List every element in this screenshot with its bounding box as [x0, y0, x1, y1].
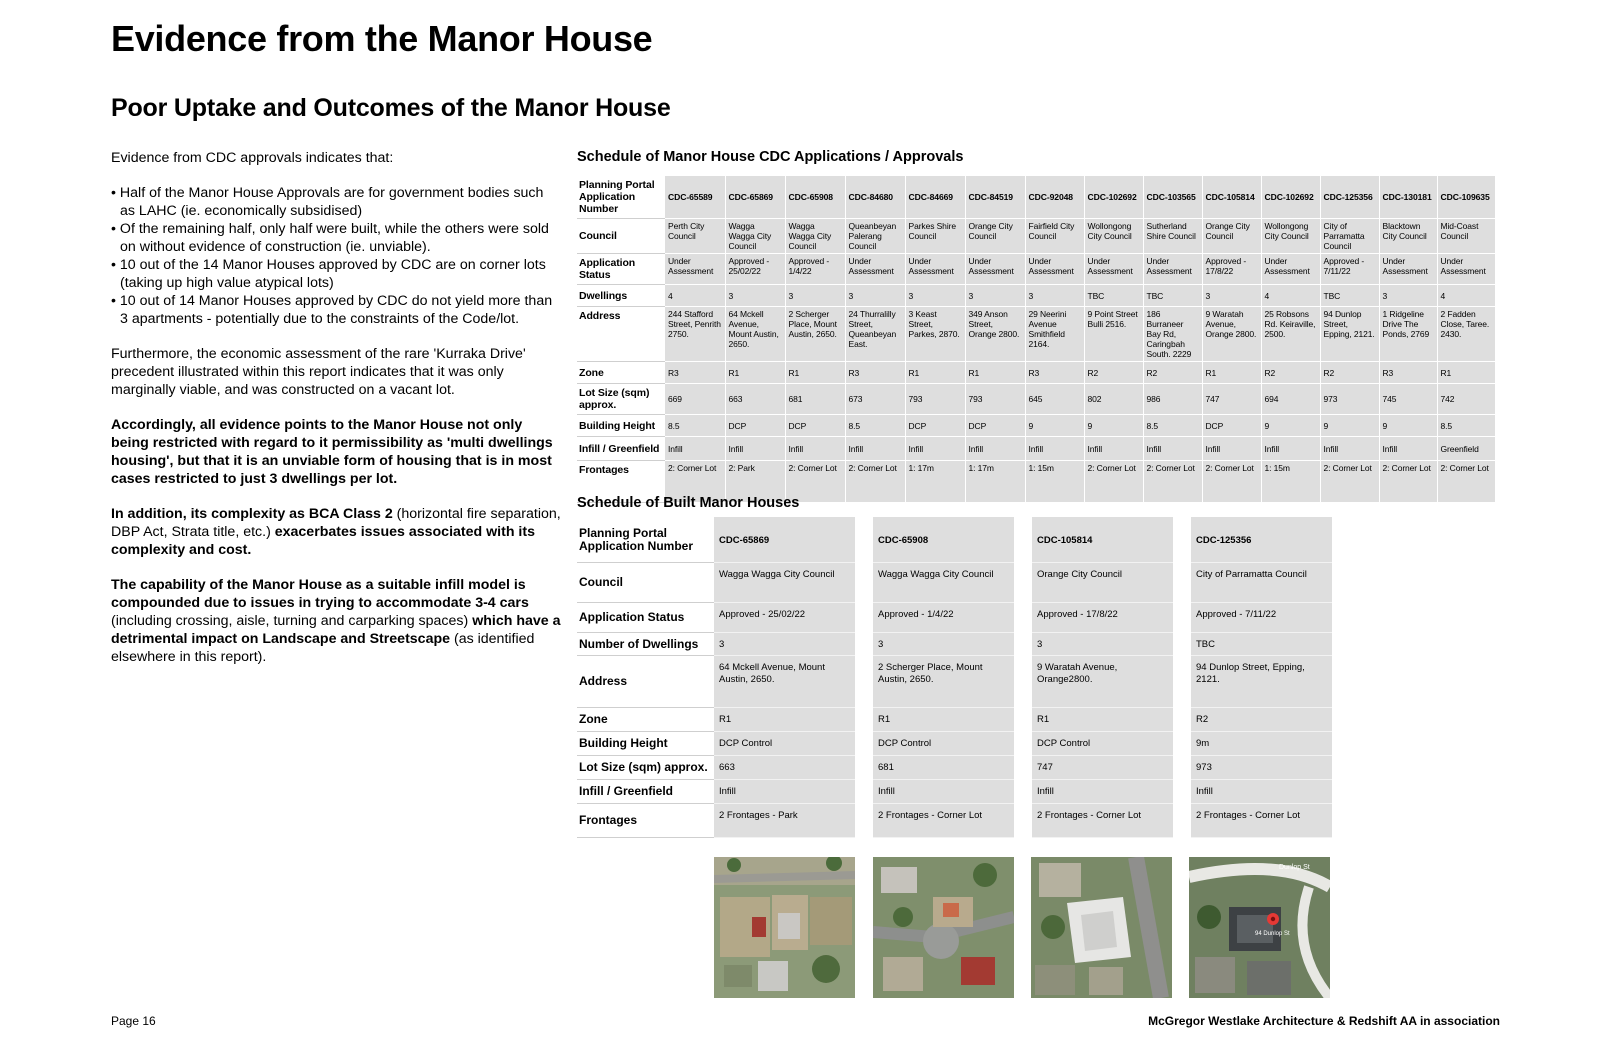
paragraph-furthermore: Furthermore, the economic assessment of the rare 'Kurraka Drive' precedent illustrated within this report indicates that it was only marginally viable, and was constructed on a vacant lot.: [111, 346, 526, 398]
table-cell: Infill: [785, 437, 845, 461]
column-gap: [1173, 603, 1191, 633]
column-gap: [855, 756, 873, 780]
row-label: Number of Dwellings: [577, 633, 714, 656]
column-gap: [855, 656, 873, 708]
row-label: Application Status: [577, 603, 714, 633]
table-cell: CDC-109635: [1437, 176, 1495, 219]
table-cell: 793: [965, 384, 1025, 415]
table-row: [577, 362, 1495, 384]
table-cell: Infill: [725, 437, 785, 461]
applications-table: [577, 176, 1496, 503]
table-cell: 3: [845, 285, 905, 307]
table-cell: 747: [1202, 384, 1261, 415]
table-cell: CDC-105814: [1032, 517, 1173, 563]
paragraph-capability: [111, 576, 561, 666]
column-gap: [1014, 756, 1032, 780]
table-cell: 94 Dunlop Street, Epping, 2121.: [1320, 307, 1379, 362]
table-cell: DCP: [785, 415, 845, 437]
table-cell: TBC: [1320, 285, 1379, 307]
table-cell: 9: [1320, 415, 1379, 437]
column-gap: [1014, 708, 1032, 732]
table-cell: DCP Control: [1032, 732, 1173, 756]
row-label: Building Height: [577, 415, 665, 437]
column-gap: [1014, 517, 1032, 563]
table-cell: City of Parramatta Council: [1320, 219, 1379, 254]
table-cell: CDC-84519: [965, 176, 1025, 219]
table-cell: DCP: [965, 415, 1025, 437]
table-cell: 29 Neerini Avenue Smithfield 2164.: [1025, 307, 1084, 362]
table-cell: R1: [965, 362, 1025, 384]
table-cell: Under Assessment: [965, 254, 1025, 285]
table-cell: 2: Corner Lot: [1320, 461, 1379, 503]
table-row: [577, 415, 1495, 437]
table-cell: Approved - 17/8/22: [1032, 603, 1173, 633]
table-cell: Wagga Wagga City Council: [725, 219, 785, 254]
column-gap: [1173, 780, 1191, 804]
table-cell: R3: [1025, 362, 1084, 384]
table-cell: Perth City Council: [665, 219, 725, 254]
table-cell: Infill: [1320, 437, 1379, 461]
aerial-photo-dunlop-street: [1189, 857, 1330, 998]
table-cell: Under Assessment: [1261, 254, 1320, 285]
table-cell: 2: Corner Lot: [665, 461, 725, 503]
table-cell: 2: Corner Lot: [1202, 461, 1261, 503]
column-gap: [855, 563, 873, 603]
table-row: [577, 756, 1332, 780]
table-cell: TBC: [1143, 285, 1202, 307]
list-item: • 10 out of 14 Manor Houses approved by CDC do not yield more than 3 apartments - potentially due to the constraints of the Code/lot.: [111, 292, 561, 328]
table-cell: 25 Robsons Rd. Keiraville, 2500.: [1261, 307, 1320, 362]
row-label: Zone: [577, 362, 665, 384]
table-cell: 681: [785, 384, 845, 415]
column-gap: [855, 633, 873, 656]
table-cell: Infill: [1025, 437, 1084, 461]
table-cell: CDC-84680: [845, 176, 905, 219]
intro-text: Evidence from CDC approvals indicates that:: [111, 150, 394, 166]
table-cell: 1: 15m: [1025, 461, 1084, 503]
table-cell: Under Assessment: [1437, 254, 1495, 285]
table-cell: Under Assessment: [665, 254, 725, 285]
table-cell: 1: 17m: [905, 461, 965, 503]
table-cell: 745: [1379, 384, 1437, 415]
table-cell: Infill: [665, 437, 725, 461]
table-cell: TBC: [1084, 285, 1143, 307]
table-cell: 2 Frontages - Park: [714, 804, 855, 838]
table-cell: 2 Frontages - Corner Lot: [873, 804, 1014, 838]
table-cell: CDC-65589: [665, 176, 725, 219]
column-gap: [855, 780, 873, 804]
table-cell: 9m: [1191, 732, 1332, 756]
table-cell: 645: [1025, 384, 1084, 415]
table-cell: Under Assessment: [1084, 254, 1143, 285]
map-image: [1189, 857, 1330, 998]
table-row: [577, 708, 1332, 732]
table-cell: CDC-102692: [1084, 176, 1143, 219]
table-cell: Infill: [714, 780, 855, 804]
table-cell: 747: [1032, 756, 1173, 780]
table-row: [577, 656, 1332, 708]
table-row: [577, 384, 1495, 415]
table-cell: DCP: [1202, 415, 1261, 437]
table-cell: 3 Keast Street, Parkes, 2870.: [905, 307, 965, 362]
row-label: Council: [577, 219, 665, 254]
column-gap: [855, 708, 873, 732]
table-cell: Greenfield: [1437, 437, 1495, 461]
column-gap: [1014, 732, 1032, 756]
table-row: [577, 804, 1332, 838]
table-row: [577, 780, 1332, 804]
table-cell: Under Assessment: [1025, 254, 1084, 285]
table-cell: Sutherland Shire Council: [1143, 219, 1202, 254]
footer-credit: McGregor Westlake Architecture & Redshift AA in association: [1148, 1014, 1500, 1028]
column-gap: [1173, 708, 1191, 732]
table-cell: Fairfield City Council: [1025, 219, 1084, 254]
table-cell: 3: [873, 633, 1014, 656]
table-cell: Infill: [1379, 437, 1437, 461]
row-label: Dwellings: [577, 285, 665, 307]
table-cell: Infill: [905, 437, 965, 461]
capability-text: (including crossing, aisle, turning and carparking spaces): [111, 613, 473, 629]
table-cell: Under Assessment: [905, 254, 965, 285]
table-cell: CDC-84669: [905, 176, 965, 219]
table-cell: 9 Waratah Avenue, Orange 2800.: [1202, 307, 1261, 362]
table-cell: R2: [1320, 362, 1379, 384]
table-cell: CDC-65908: [785, 176, 845, 219]
row-label: Planning Portal Application Number: [577, 176, 665, 219]
table-cell: 8.5: [1437, 415, 1495, 437]
table-cell: R1: [905, 362, 965, 384]
table-cell: 986: [1143, 384, 1202, 415]
paragraph-bca: [111, 505, 561, 559]
row-label: Building Height: [577, 732, 714, 756]
left-column-text: [111, 149, 561, 683]
table-cell: DCP: [725, 415, 785, 437]
table-cell: CDC-105814: [1202, 176, 1261, 219]
list-item: • Of the remaining half, only half were built, while the others were sold on without evidence of construction (ie. unviable).: [111, 220, 561, 256]
table-cell: Queanbeyan Palerang Council: [845, 219, 905, 254]
table-cell: 4: [1261, 285, 1320, 307]
table-cell: 8.5: [665, 415, 725, 437]
table-cell: 3: [905, 285, 965, 307]
table-cell: 9 Point Street Bulli 2516.: [1084, 307, 1143, 362]
list-item: • Half of the Manor House Approvals are for government bodies such as LAHC (ie. economically subsidised): [111, 184, 561, 220]
column-gap: [855, 603, 873, 633]
table-cell: 9: [1379, 415, 1437, 437]
table-cell: 9: [1261, 415, 1320, 437]
table-cell: Infill: [1143, 437, 1202, 461]
table-cell: 2 Fadden Close, Taree. 2430.: [1437, 307, 1495, 362]
paragraph-accordingly: Accordingly, all evidence points to the Manor House not only being restricted with regard to it permissibility as 'multi dwellings housing', but that it is an unviable form of housing that is in most cases restricted to just 3 dwellings per lot.: [111, 417, 553, 487]
evidence-list: [111, 184, 561, 328]
table-cell: 742: [1437, 384, 1495, 415]
column-gap: [1173, 756, 1191, 780]
table-cell: CDC-65869: [725, 176, 785, 219]
table-cell: R1: [1437, 362, 1495, 384]
table-cell: 1: 17m: [965, 461, 1025, 503]
table-cell: 64 Mckell Avenue, Mount Austin, 2650.: [714, 656, 855, 708]
table-cell: 94 Dunlop Street, Epping, 2121.: [1191, 656, 1332, 708]
table-cell: CDC-102692: [1261, 176, 1320, 219]
table-cell: 349 Anson Street, Orange 2800.: [965, 307, 1025, 362]
table-cell: 2: Corner Lot: [785, 461, 845, 503]
column-gap: [1014, 656, 1032, 708]
table-cell: CDC-65869: [714, 517, 855, 563]
page-title: Evidence from the Manor House: [111, 18, 653, 59]
table-cell: Approved - 1/4/22: [873, 603, 1014, 633]
row-label: Planning Portal Application Number: [577, 517, 714, 563]
capability-text: (as identified elsewhere in this report).: [111, 631, 535, 665]
column-gap: [1173, 804, 1191, 838]
table-cell: R3: [665, 362, 725, 384]
table-cell: 2: Corner Lot: [845, 461, 905, 503]
table-cell: 4: [665, 285, 725, 307]
table-cell: Orange City Council: [1202, 219, 1261, 254]
table-cell: Blacktown City Council: [1379, 219, 1437, 254]
table-cell: 3: [714, 633, 855, 656]
table-cell: 2: Corner Lot: [1143, 461, 1202, 503]
row-label: Address: [577, 656, 714, 708]
column-gap: [855, 804, 873, 838]
table-cell: 681: [873, 756, 1014, 780]
row-label: Application Status: [577, 254, 665, 285]
aerial-image: [873, 857, 1014, 998]
table-cell: TBC: [1191, 633, 1332, 656]
table-cell: 9: [1025, 415, 1084, 437]
table-cell: R2: [1261, 362, 1320, 384]
column-gap: [1014, 804, 1032, 838]
table-cell: 9: [1084, 415, 1143, 437]
table-cell: 973: [1320, 384, 1379, 415]
table-cell: 3: [1379, 285, 1437, 307]
table-cell: 694: [1261, 384, 1320, 415]
table-row: [577, 633, 1332, 656]
row-label: Council: [577, 563, 714, 603]
table-cell: Infill: [1202, 437, 1261, 461]
table-cell: Wagga Wagga City Council: [785, 219, 845, 254]
table-cell: R1: [873, 708, 1014, 732]
table-row: [577, 732, 1332, 756]
column-gap: [855, 517, 873, 563]
table-cell: 9 Waratah Avenue, Orange2800.: [1032, 656, 1173, 708]
applications-table-title: Schedule of Manor House CDC Applications / Approvals: [577, 149, 964, 165]
table-cell: DCP Control: [714, 732, 855, 756]
bca-text-bold: In addition, its complexity as BCA Class 2: [111, 506, 393, 522]
table-cell: 2 Frontages - Corner Lot: [1191, 804, 1332, 838]
table-cell: CDC-125356: [1320, 176, 1379, 219]
table-cell: Under Assessment: [1143, 254, 1202, 285]
table-cell: 3: [785, 285, 845, 307]
table-cell: Under Assessment: [1379, 254, 1437, 285]
map-pin-label: 94 Dunlop St: [1255, 931, 1290, 937]
table-cell: R1: [785, 362, 845, 384]
aerial-photo-mckell-avenue: [714, 857, 855, 998]
built-table: [577, 517, 1332, 838]
row-label: Zone: [577, 708, 714, 732]
aerial-image: [714, 857, 855, 998]
table-cell: Approved - 17/8/22: [1202, 254, 1261, 285]
column-gap: [1014, 563, 1032, 603]
page-number: Page 16: [111, 1014, 156, 1028]
table-cell: 663: [714, 756, 855, 780]
table-row: [577, 254, 1495, 285]
table-cell: 3: [725, 285, 785, 307]
capability-text-bold: which have a detrimental impact on Landscape and Streetscape: [111, 613, 561, 647]
column-gap: [1173, 517, 1191, 563]
table-cell: City of Parramatta Council: [1191, 563, 1332, 603]
table-cell: CDC-92048: [1025, 176, 1084, 219]
table-cell: Wagga Wagga City Council: [714, 563, 855, 603]
table-cell: R3: [845, 362, 905, 384]
table-cell: Approved - 7/11/22: [1191, 603, 1332, 633]
table-cell: 3: [1025, 285, 1084, 307]
table-cell: 3: [1032, 633, 1173, 656]
bca-text-bold: exacerbates issues associated with its complexity and cost.: [111, 524, 535, 558]
table-cell: Infill: [1084, 437, 1143, 461]
table-cell: 2: Corner Lot: [1379, 461, 1437, 503]
row-label: Frontages: [577, 804, 714, 838]
table-cell: R2: [1143, 362, 1202, 384]
table-cell: Orange City Council: [965, 219, 1025, 254]
table-cell: Mid-Coast Council: [1437, 219, 1495, 254]
table-cell: Wollongong City Council: [1084, 219, 1143, 254]
table-cell: R1: [714, 708, 855, 732]
table-cell: Infill: [965, 437, 1025, 461]
table-cell: Parkes Shire Council: [905, 219, 965, 254]
table-row: [577, 437, 1495, 461]
table-cell: Infill: [1191, 780, 1332, 804]
map-street-label: Dunlop St: [1279, 864, 1310, 871]
column-gap: [1173, 656, 1191, 708]
table-row: [577, 517, 1332, 563]
table-cell: R2: [1084, 362, 1143, 384]
column-gap: [1014, 780, 1032, 804]
table-cell: CDC-65908: [873, 517, 1014, 563]
column-gap: [1173, 633, 1191, 656]
aerial-image: [1031, 857, 1172, 998]
row-label: Infill / Greenfield: [577, 437, 665, 461]
table-cell: R3: [1379, 362, 1437, 384]
table-cell: Approved - 25/02/22: [714, 603, 855, 633]
row-label: Frontages: [577, 461, 665, 503]
table-cell: Infill: [1032, 780, 1173, 804]
table-cell: 1 Ridgeline Drive The Ponds, 2769: [1379, 307, 1437, 362]
row-label: Lot Size (sqm) approx.: [577, 384, 665, 415]
table-cell: Approved - 7/11/22: [1320, 254, 1379, 285]
row-label: Lot Size (sqm) approx.: [577, 756, 714, 780]
row-label: Address: [577, 307, 665, 362]
table-cell: Approved - 1/4/22: [785, 254, 845, 285]
column-gap: [1173, 732, 1191, 756]
column-gap: [855, 732, 873, 756]
table-cell: CDC-130181: [1379, 176, 1437, 219]
bca-text: (horizontal fire separation, DBP Act, Strata title, etc.): [111, 506, 561, 540]
table-cell: CDC-103565: [1143, 176, 1202, 219]
table-cell: R1: [1032, 708, 1173, 732]
table-cell: Wollongong City Council: [1261, 219, 1320, 254]
table-row: [577, 603, 1332, 633]
table-cell: 2 Scherger Place, Mount Austin, 2650.: [873, 656, 1014, 708]
column-gap: [1014, 633, 1032, 656]
table-cell: 24 Thurralilly Street, Queanbeyan East.: [845, 307, 905, 362]
table-cell: 973: [1191, 756, 1332, 780]
table-cell: CDC-125356: [1191, 517, 1332, 563]
table-row: [577, 219, 1495, 254]
table-cell: 3: [965, 285, 1025, 307]
table-cell: 8.5: [845, 415, 905, 437]
table-row: [577, 176, 1495, 219]
table-cell: 244 Stafford Street, Penrith 2750.: [665, 307, 725, 362]
table-cell: 64 Mckell Avenue, Mount Austin, 2650.: [725, 307, 785, 362]
table-cell: 673: [845, 384, 905, 415]
table-cell: 2 Frontages - Corner Lot: [1032, 804, 1173, 838]
row-label: Infill / Greenfield: [577, 780, 714, 804]
table-cell: 2: Corner Lot: [1437, 461, 1495, 503]
table-cell: R1: [725, 362, 785, 384]
table-cell: 3: [1202, 285, 1261, 307]
capability-text-bold: The capability of the Manor House as a suitable infill model is compounded due to issues in trying to accommodate 3-4 cars: [111, 577, 529, 611]
column-gap: [1014, 603, 1032, 633]
aerial-photo-scherger-place: [873, 857, 1014, 998]
table-cell: Wagga Wagga City Council: [873, 563, 1014, 603]
column-gap: [1173, 563, 1191, 603]
table-cell: 663: [725, 384, 785, 415]
table-cell: Under Assessment: [845, 254, 905, 285]
table-cell: 2 Scherger Place, Mount Austin, 2650.: [785, 307, 845, 362]
built-table-title: Schedule of Built Manor Houses: [577, 495, 800, 511]
table-cell: 802: [1084, 384, 1143, 415]
table-row: [577, 285, 1495, 307]
table-cell: Infill: [1261, 437, 1320, 461]
table-cell: 4: [1437, 285, 1495, 307]
table-cell: 1: 15m: [1261, 461, 1320, 503]
table-cell: 793: [905, 384, 965, 415]
table-row: [577, 563, 1332, 603]
aerial-photo-waratah-avenue: [1031, 857, 1172, 998]
table-cell: 186 Burraneer Bay Rd, Caringbah South. 2229: [1143, 307, 1202, 362]
table-row: [577, 307, 1495, 362]
table-cell: Orange City Council: [1032, 563, 1173, 603]
table-cell: 8.5: [1143, 415, 1202, 437]
table-cell: R2: [1191, 708, 1332, 732]
table-cell: DCP Control: [873, 732, 1014, 756]
table-cell: 669: [665, 384, 725, 415]
table-cell: Approved - 25/02/22: [725, 254, 785, 285]
list-item: • 10 out of the 14 Manor Houses approved by CDC are on corner lots (taking up high value atypical lots): [111, 256, 561, 292]
table-cell: Infill: [845, 437, 905, 461]
table-cell: DCP: [905, 415, 965, 437]
table-cell: 2: Park: [725, 461, 785, 503]
section-title: Poor Uptake and Outcomes of the Manor House: [111, 94, 671, 122]
table-cell: Infill: [873, 780, 1014, 804]
table-cell: R1: [1202, 362, 1261, 384]
table-cell: 2: Corner Lot: [1084, 461, 1143, 503]
